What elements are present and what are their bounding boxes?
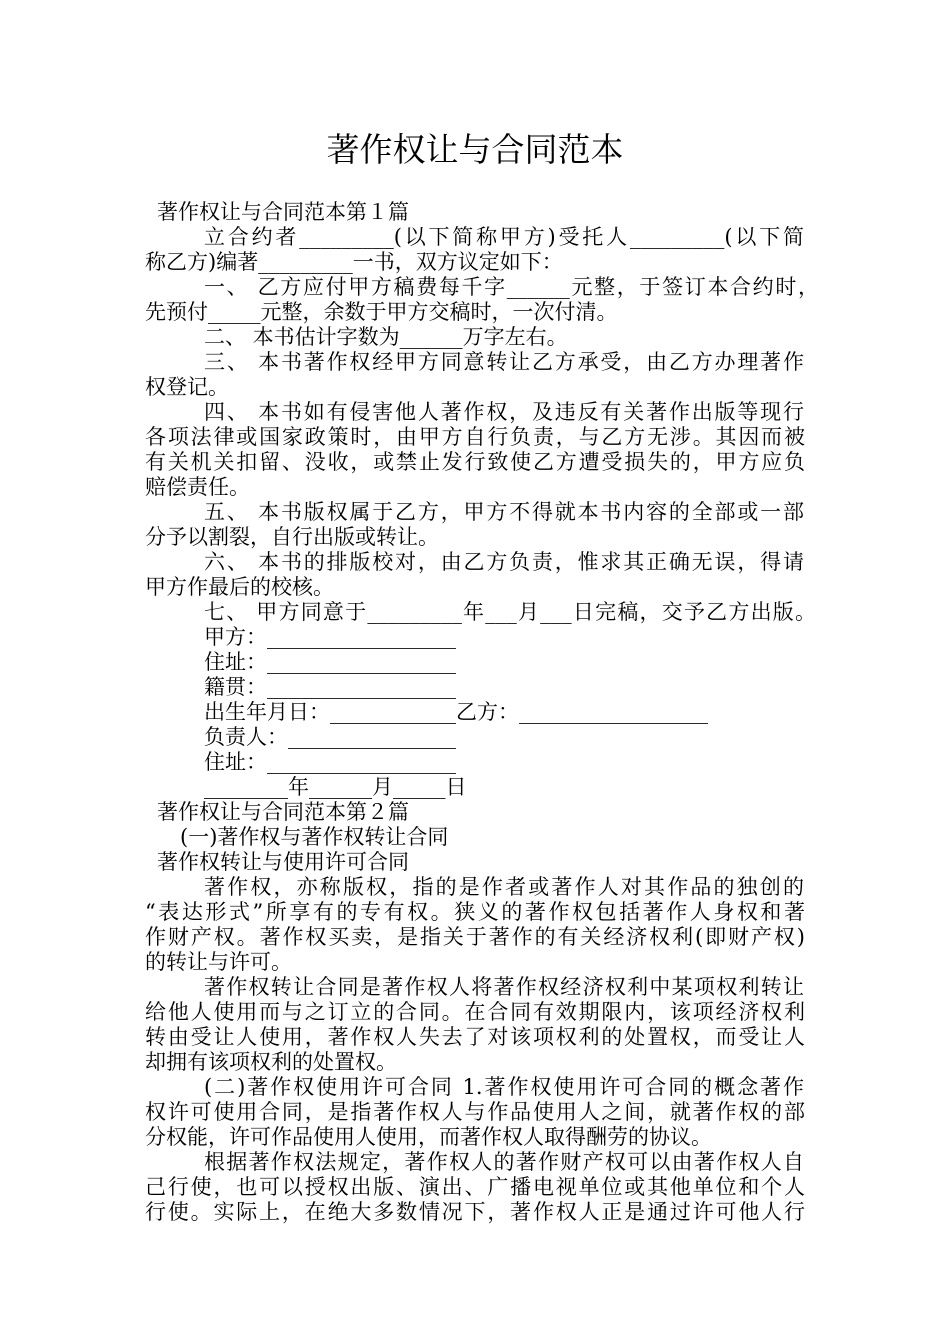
paragraph-line: 给他人使用而与之订立的合同。在合同有效期限内，该项经济权利	[145, 1000, 805, 1024]
signature-field: 负责人：________________	[204, 725, 456, 749]
paragraph-line: 根据著作权法规定，著作权人的著作财产权可以由著作权人自	[204, 1150, 804, 1174]
signature-field: 住址：__________________	[204, 650, 456, 674]
paragraph-line: 转由受让人使用，著作权人失去了对该项权利的处置权，而受让人	[145, 1025, 805, 1049]
paragraph-line: 七、 甲方同意于_________年___月___日完稿，交予乙方出版。	[204, 600, 816, 624]
paragraph-line: 的转让与许可。	[145, 950, 292, 974]
document-title: 著作权让与合同范本	[326, 130, 624, 169]
paragraph-line: 三、 本书著作权经甲方同意转让乙方承受，由乙方办理著作	[204, 350, 804, 374]
signature-field: 甲方：__________________	[204, 625, 456, 649]
paragraph-line: 五、 本书版权属于乙方，甲方不得就本书内容的全部或一部	[204, 500, 804, 524]
date-field: ________年______月_____日	[204, 775, 467, 799]
signature-field: 出生年月日：____________乙方：__________________	[204, 700, 708, 724]
paragraph-line: “表达形式”所享有的专有权。狭义的著作权包括著作人身权和著	[145, 900, 805, 924]
paragraph-line: 却拥有该项权利的处置权。	[145, 1050, 397, 1074]
paragraph-line: 赔偿责任。	[145, 475, 250, 499]
paragraph-line: 四、 本书如有侵害他人著作权，及违反有关著作出版等现行	[204, 400, 804, 424]
section-heading: 著作权让与合同范本第２篇	[157, 800, 409, 824]
paragraph-line: 分予以割裂，自行出版或转让。	[145, 525, 439, 549]
paragraph-line: 己行使，也可以授权出版、演出、广播电视单位或其他单位和个人	[145, 1175, 805, 1199]
paragraph-line: 权许可使用合同，是指著作权人与作品使用人之间，就著作权的部	[145, 1100, 805, 1124]
paragraph-line: 六、 本书的排版校对，由乙方负责，惟求其正确无误，得请	[204, 550, 804, 574]
paragraph-line: 权登记。	[145, 375, 229, 399]
paragraph-line: 立合约者_________(以下简称甲方)受托人_________(以下简	[204, 225, 804, 249]
paragraph-line: (二)著作权使用许可合同 1.著作权使用许可合同的概念著作	[204, 1075, 804, 1099]
signature-field: 住址：__________________	[204, 750, 456, 774]
section-heading: 著作权让与合同范本第１篇	[157, 200, 409, 224]
paragraph-line: 著作权，亦称版权，指的是作者或著作人对其作品的独创的	[204, 875, 804, 899]
paragraph-line: 先预付_____元整，余数于甲方交稿时，一次付清。	[145, 300, 618, 324]
paragraph-line: 各项法律或国家政策时，由甲方自行负责，与乙方无涉。其因而被	[145, 425, 805, 449]
paragraph-line: 行使。实际上，在绝大多数情况下，著作权人正是通过许可他人行	[145, 1200, 805, 1224]
paragraph-line: 称乙方)编著_________一书，双方议定如下：	[145, 250, 563, 274]
paragraph-line: 著作权转让合同是著作权人将著作权经济权利中某项权利转让	[204, 975, 804, 999]
signature-field: 籍贯：__________________	[204, 675, 456, 699]
subsection-heading: 著作权转让与使用许可合同	[157, 850, 409, 874]
subsection-heading: (一)著作权与著作权转让合同	[180, 825, 449, 849]
paragraph-line: 有关机关扣留、没收，或禁止发行致使乙方遭受损失的，甲方应负	[145, 450, 805, 474]
paragraph-line: 甲方作最后的校核。	[145, 575, 334, 599]
paragraph-line: 作财产权。著作权买卖，是指关于著作的有关经济权利(即财产权)	[145, 925, 805, 949]
paragraph-line: 一、 乙方应付甲方稿费每千字______元整，于签订本合约时，	[204, 275, 819, 299]
paragraph-line: 二、 本书估计字数为______万字左右。	[204, 325, 568, 349]
paragraph-line: 分权能，许可作品使用人使用，而著作权人取得酬劳的协议。	[145, 1125, 712, 1149]
